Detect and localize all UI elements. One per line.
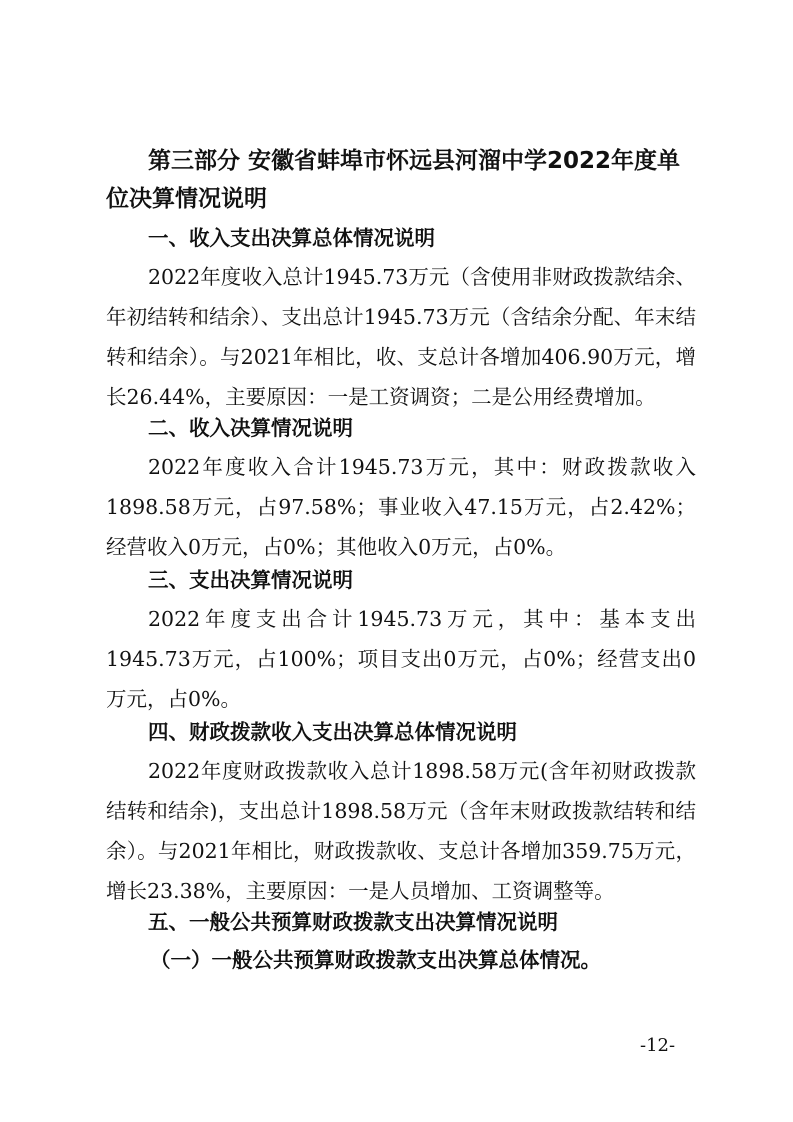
subsection-heading: （一）一般公共预算财政拨款支出决算总体情况。 xyxy=(150,948,601,972)
section-body-2: 2022年度收入合计1945.73万元，其中：财政拨款收入1898.58万元，占97.58%；事业收入47.15万元，占2.42%；经营收入0万元，占0%；其他收入0万元，占0%。 xyxy=(106,455,696,559)
section-heading-5: 五、一般公共预算财政拨款支出决算情况说明 xyxy=(148,910,558,934)
section-body-1: 2022年度收入总计1945.73万元（含使用非财政拨款结余、年初结转和结余）、支出总计1945.73万元（含结余分配、年末结转和结余）。与2021年相比，收、支总计各增加406.90万元，增长26.44%，主要原因：一是工资调资；二是公用经费增加。 xyxy=(106,265,696,409)
page-number: -12- xyxy=(640,1035,676,1056)
page-title: 第三部分 安徽省蚌埠市怀远县河溜中学2022年度单位决算情况说明 xyxy=(106,148,681,212)
section-heading-1: 一、收入支出决算总体情况说明 xyxy=(148,226,435,250)
section-body-3: 2022年度支出合计1945.73万元，其中：基本支出1945.73万元，占100%；项目支出0万元，占0%；经营支出0万元，占0%。 xyxy=(106,607,696,711)
section-body-4: 2022年度财政拨款收入总计1898.58万元(含年初财政拨款结转和结余)，支出总计1898.58万元（含年末财政拨款结转和结余）。与2021年相比，财政拨款收、支总计各增加359.75万元，增长23.38%，主要原因：一是人员增加、工资调整等。 xyxy=(106,759,696,903)
section-heading-4: 四、财政拨款收入支出决算总体情况说明 xyxy=(148,720,517,744)
section-heading-3: 三、支出决算情况说明 xyxy=(148,568,353,592)
section-heading-2: 二、收入决算情况说明 xyxy=(148,416,353,440)
